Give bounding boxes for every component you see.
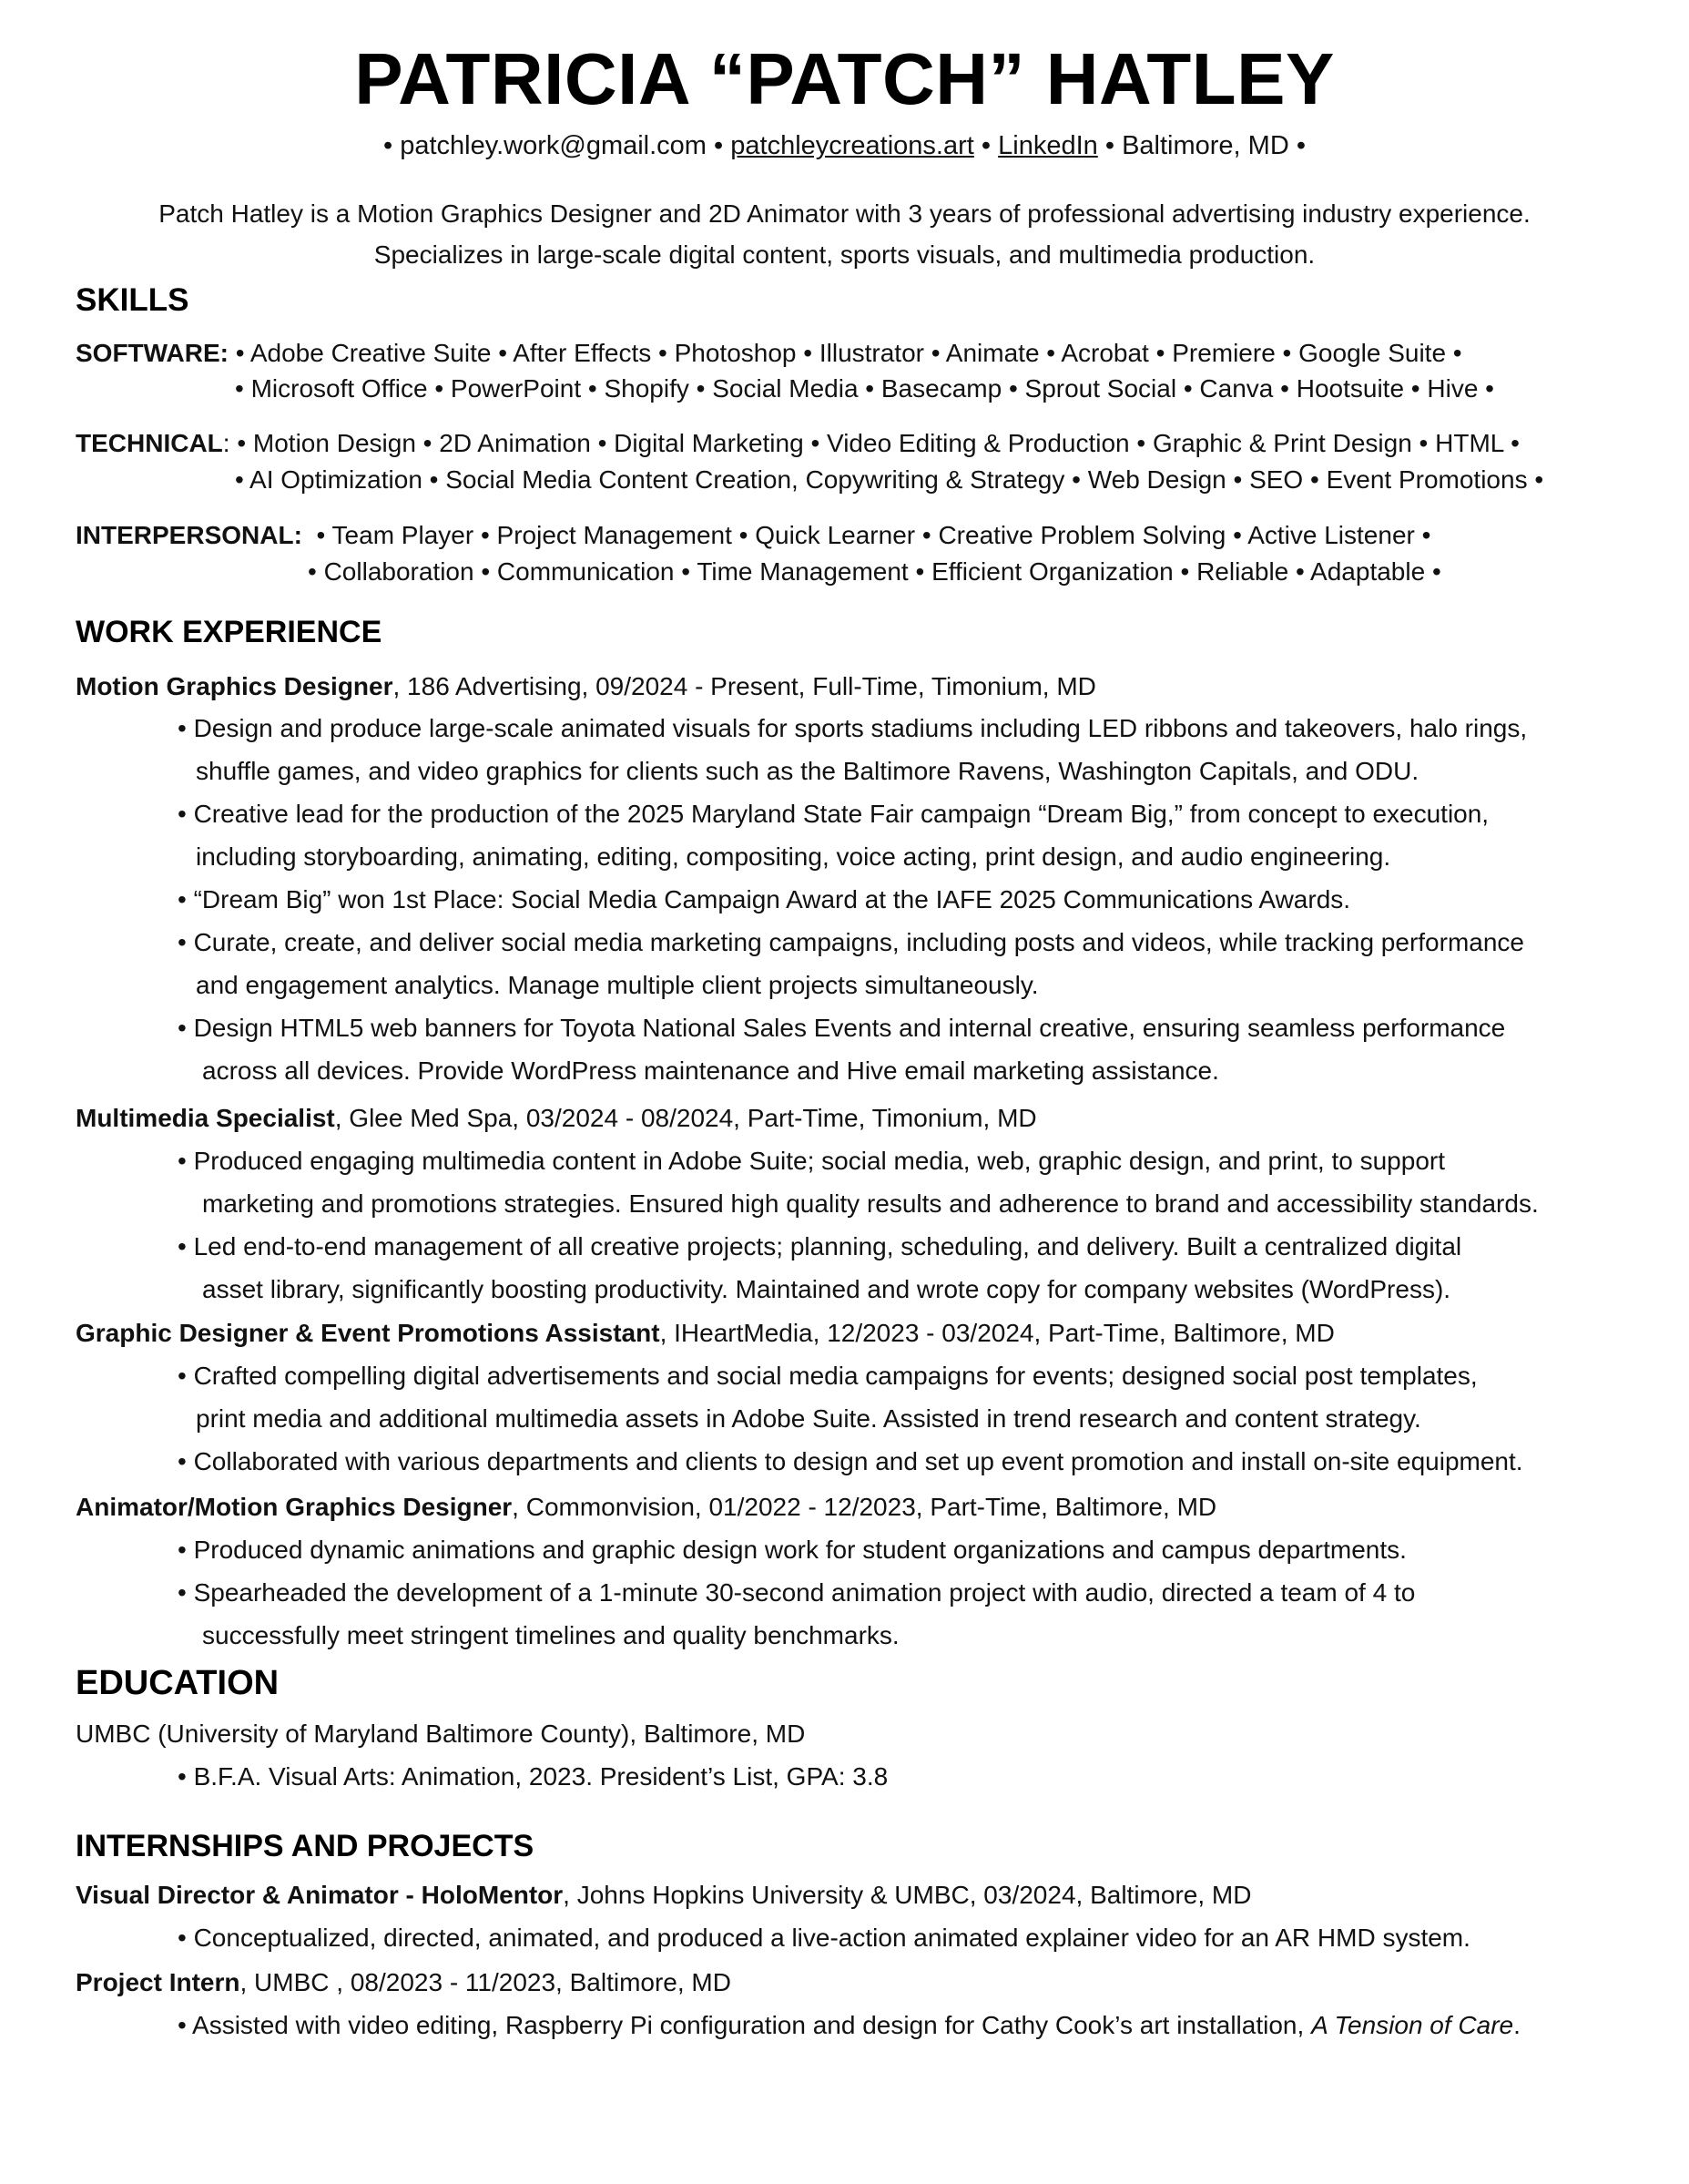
internship-bullet: • Assisted with video editing, Raspberry Pi configuration and design for Cathy Cook’s art installation, A Tension of Care. <box>178 2011 1521 2039</box>
job-bullet-cont: and engagement analytics. Manage multiple client projects simultaneously. <box>196 971 1039 999</box>
summary <box>0 193 1689 275</box>
internship-bullet: • Conceptualized, directed, animated, and produced a live-action animated explainer video for an AR HMD system. <box>178 1924 1470 1952</box>
job-title: Motion Graphics Designer <box>76 672 393 700</box>
job-bullet-cont: including storyboarding, animating, editing, compositing, voice acting, print design, and audio engineering. <box>196 842 1391 871</box>
job-header: Motion Graphics Designer, 186 Advertising, 09/2024 - Present, Full-Time, Timonium, MD <box>76 672 1096 700</box>
job-header: Graphic Designer & Event Promotions Assistant, IHeartMedia, 12/2023 - 03/2024, Part-Time, Baltimore, MD <box>76 1319 1335 1347</box>
contact-line: • patchley.work@gmail.com • patchleycreations.art • LinkedIn • Baltimore, MD • <box>383 131 1306 160</box>
skills-interpersonal-line-2: • Collaboration • Communication • Time Management • Efficient Organization • Reliable • Adaptable • <box>308 557 1441 586</box>
job-bullet: • Led end-to-end management of all creative projects; planning, scheduling, and delivery. Built a centralized digital <box>178 1232 1462 1260</box>
job-header: Multimedia Specialist, Glee Med Spa, 03/2024 - 08/2024, Part-Time, Timonium, MD <box>76 1104 1037 1132</box>
skills-interpersonal-label: INTERPERSONAL: <box>76 521 302 549</box>
internships-heading: INTERNSHIPS AND PROJECTS <box>76 1829 534 1863</box>
education-school: UMBC (University of Maryland Baltimore County), Baltimore, MD <box>76 1720 806 1748</box>
linkedin-link[interactable]: LinkedIn <box>998 131 1098 160</box>
job-bullet: • Design and produce large-scale animated visuals for sports stadiums including LED ribbons and takeovers, halo rings, <box>178 714 1528 742</box>
skills-technical-label: TECHNICAL <box>76 429 223 457</box>
education-bullet: • B.F.A. Visual Arts: Animation, 2023. President’s List, GPA: 3.8 <box>178 1762 889 1791</box>
job-header: Animator/Motion Graphics Designer, Commonvision, 01/2022 - 12/2023, Part-Time, Baltimore, MD <box>76 1493 1217 1521</box>
work-heading: WORK EXPERIENCE <box>76 615 382 649</box>
skills-heading: SKILLS <box>76 282 189 318</box>
job-bullet: • “Dream Big” won 1st Place: Social Media Campaign Award at the IAFE 2025 Communications Awards. <box>178 885 1351 913</box>
job-bullet: • Collaborated with various departments and clients to design and set up event promotion and install on-site equipment. <box>178 1447 1523 1475</box>
summary-line: Patch Hatley is a Motion Graphics Designer and 2D Animator with 3 years of professional advertising industry experience. <box>158 199 1531 228</box>
job-bullet-cont: shuffle games, and video graphics for clients such as the Baltimore Ravens, Washington Capitals, and ODU. <box>196 757 1419 785</box>
skills-software-line-2: • Microsoft Office • PowerPoint • Shopify • Social Media • Basecamp • Sprout Social • Canva • Hootsuite • Hive • <box>235 374 1494 403</box>
skills-software-line: SOFTWARE: • Adobe Creative Suite • After Effects • Photoshop • Illustrator • Animate • Acrobat • Premiere • Google Suite • <box>76 339 1462 367</box>
job-bullet: • Design HTML5 web banners for Toyota National Sales Events and internal creative, ensuring seamless performance <box>178 1014 1506 1042</box>
job-bullet-cont: asset library, significantly boosting productivity. Maintained and wrote copy for company websites (WordPress). <box>202 1275 1451 1303</box>
job-bullet: • Creative lead for the production of the 2025 Maryland State Fair campaign “Dream Big,” from concept to execution, <box>178 800 1490 828</box>
job-title: Graphic Designer & Event Promotions Assistant <box>76 1319 660 1347</box>
summary-line: Specializes in large-scale digital content, sports visuals, and multimedia production. <box>373 240 1316 269</box>
job-bullet: • Curate, create, and deliver social media marketing campaigns, including posts and videos, while tracking performance <box>178 928 1524 956</box>
email-link[interactable]: patchley.work@gmail.com <box>400 131 707 160</box>
internship-header: Visual Director & Animator - HoloMentor, Johns Hopkins University & UMBC, 03/2024, Baltimore, MD <box>76 1881 1252 1909</box>
job-bullet-cont: across all devices. Provide WordPress maintenance and Hive email marketing assistance. <box>202 1056 1219 1085</box>
website-link[interactable]: patchleycreations.art <box>730 131 974 160</box>
education-heading: EDUCATION <box>76 1664 280 1702</box>
skills-technical-line: TECHNICAL: • Motion Design • 2D Animation • Digital Marketing • Video Editing & Production • Graphic & Print Design • HTML • <box>76 429 1520 457</box>
job-bullet-cont: marketing and promotions strategies. Ensured high quality results and adherence to brand and accessibility standards. <box>202 1189 1539 1218</box>
skills-technical-line-2: • AI Optimization • Social Media Content Creation, Copywriting & Strategy • Web Design • SEO • Event Promotions • <box>235 465 1544 494</box>
job-bullet-cont: successfully meet stringent timelines and quality benchmarks. <box>202 1621 900 1649</box>
internship-title: Project Intern <box>76 1968 240 1996</box>
skills-interpersonal-line: INTERPERSONAL: • Team Player • Project Management • Quick Learner • Creative Problem Solving • Active Listener • <box>76 521 1431 549</box>
job-bullet-cont: print media and additional multimedia assets in Adobe Suite. Assisted in trend research and content strategy. <box>196 1404 1421 1433</box>
skills-software-label: SOFTWARE: <box>76 339 229 367</box>
artwork-title: A Tension of Care <box>1311 2011 1514 2039</box>
job-bullet: • Produced engaging multimedia content in Adobe Suite; social media, web, graphic design, and print, to support <box>178 1147 1446 1175</box>
resume-name: PATRICIA “PATCH” HATLEY <box>354 38 1335 119</box>
internship-header: Project Intern, UMBC , 08/2023 - 11/2023, Baltimore, MD <box>76 1968 731 1996</box>
job-bullet: • Spearheaded the development of a 1-minute 30-second animation project with audio, directed a team of 4 to <box>178 1578 1416 1607</box>
location: Baltimore, MD <box>1122 131 1289 160</box>
job-bullet: • Produced dynamic animations and graphic design work for student organizations and campus departments. <box>178 1536 1407 1564</box>
job-bullet: • Crafted compelling digital advertisements and social media campaigns for events; designed social post templates, <box>178 1362 1478 1390</box>
internship-title: Visual Director & Animator - HoloMentor <box>76 1881 564 1909</box>
job-title: Multimedia Specialist <box>76 1104 335 1132</box>
job-title: Animator/Motion Graphics Designer <box>76 1493 513 1521</box>
